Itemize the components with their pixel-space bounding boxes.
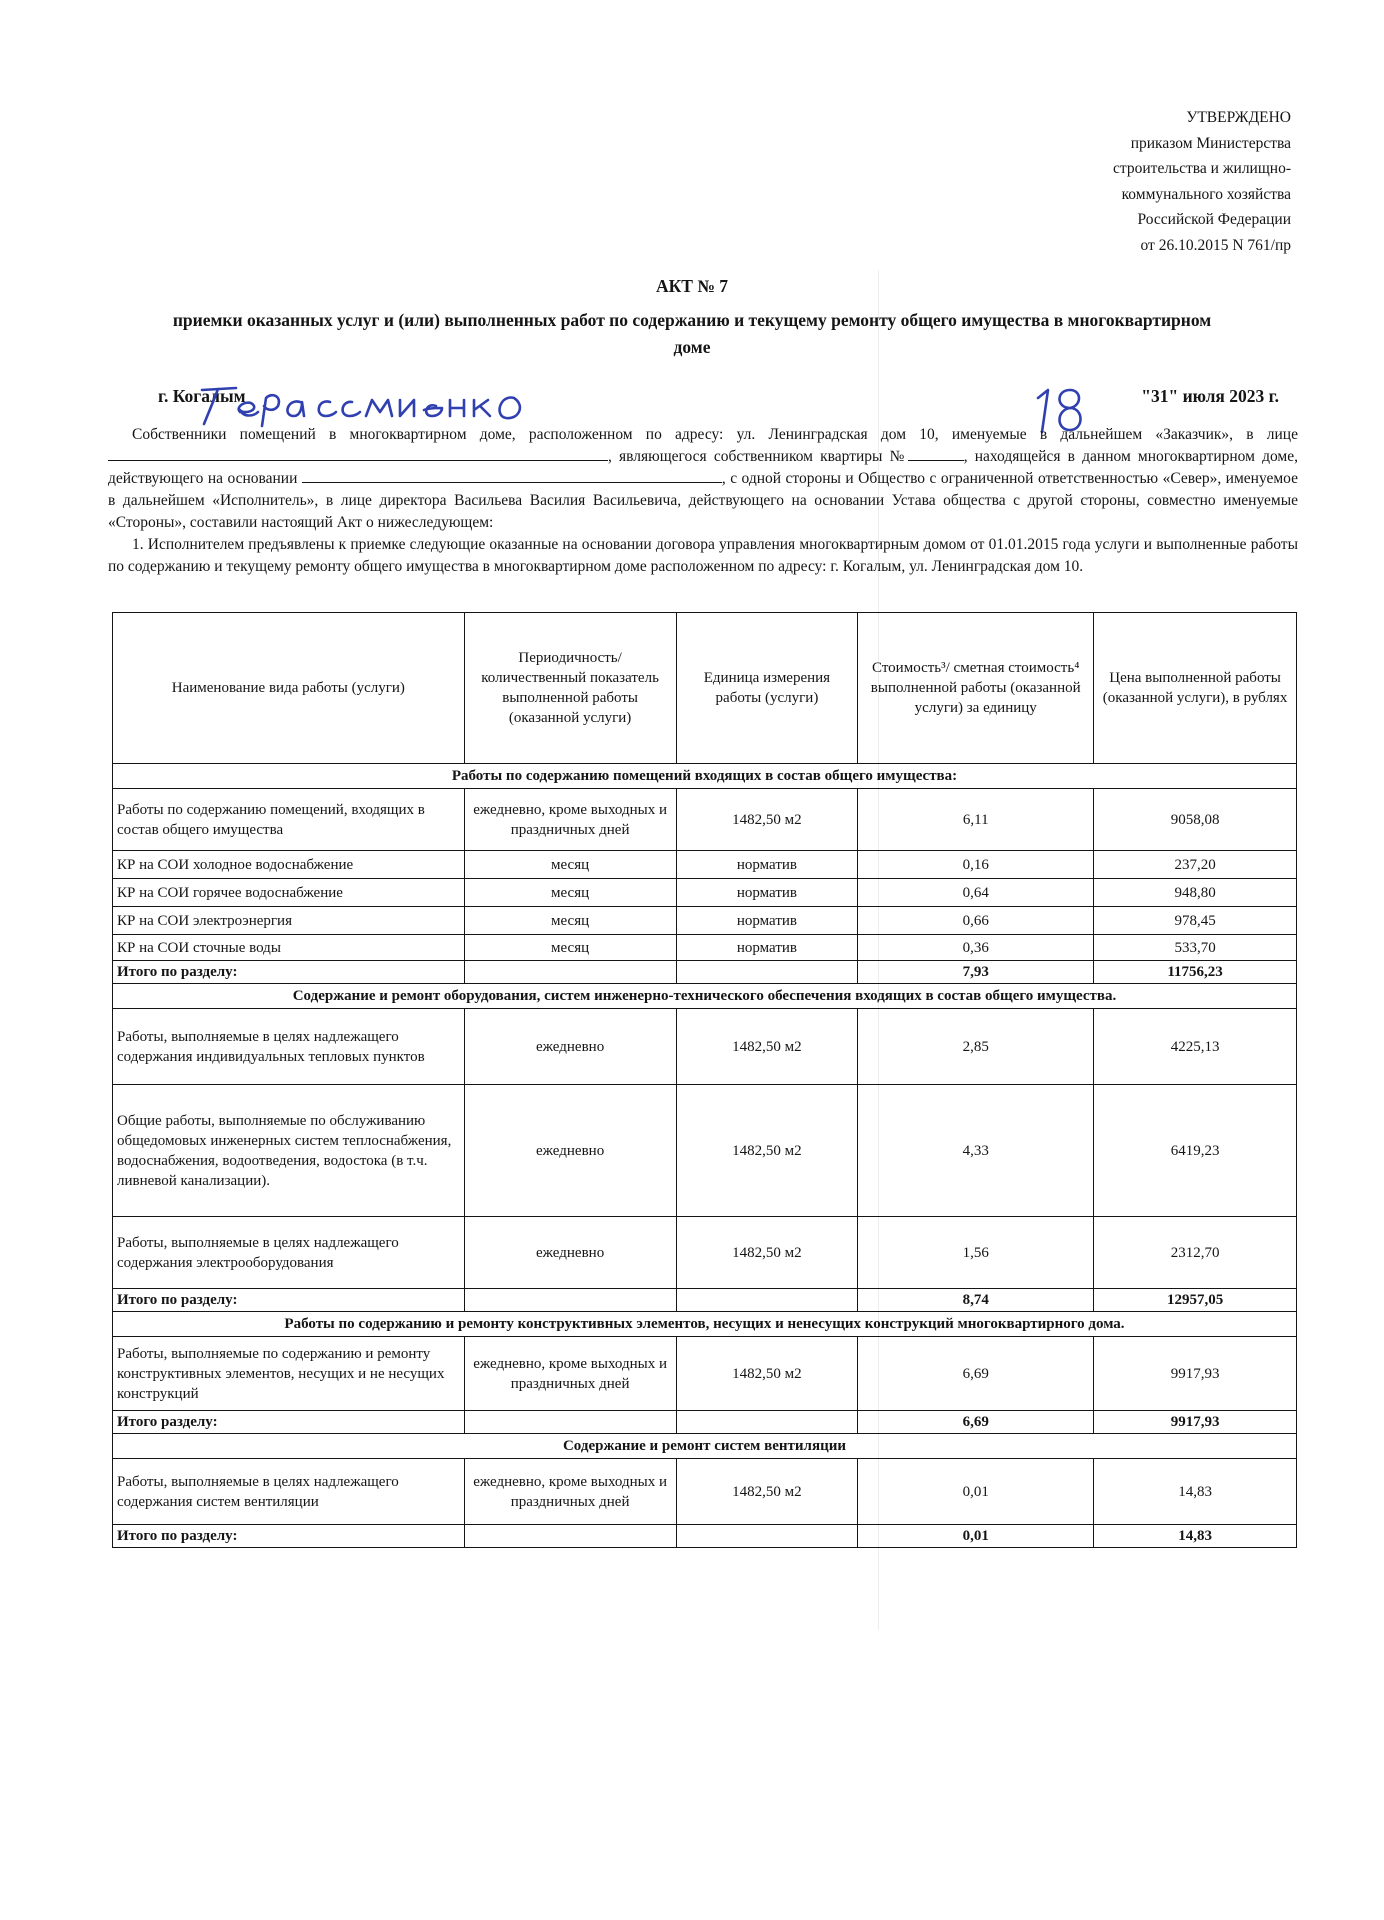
total-cost: 0,01 — [858, 1525, 1094, 1548]
unit: 1482,50 м2 — [676, 1085, 858, 1217]
total-price: 11756,23 — [1094, 961, 1297, 984]
total-label: Итого по разделу: — [113, 1289, 465, 1312]
unit-cost: 0,64 — [858, 879, 1094, 907]
table-row — [113, 1009, 1297, 1085]
table-row — [113, 907, 1297, 935]
section-total-row — [113, 1289, 1297, 1312]
periodicity: ежедневно — [464, 1085, 676, 1217]
blank-field — [908, 446, 964, 461]
unit: норматив — [676, 907, 858, 935]
section-header-row — [113, 1434, 1297, 1459]
approval-line: приказом Министерства — [1130, 134, 1291, 152]
total-price: 14,83 — [1094, 1525, 1297, 1548]
empty-cell — [676, 1289, 858, 1312]
work-name: Работы, выполняемые по содержанию и ремонту конструктивных элементов, несущих и не несущих конструкций — [113, 1337, 465, 1411]
section-header-row — [113, 1312, 1297, 1337]
price: 948,80 — [1094, 879, 1297, 907]
approval-line: строительства и жилищно- — [1113, 160, 1291, 177]
table-row — [113, 1459, 1297, 1525]
periodicity: месяц — [464, 907, 676, 935]
section-total-row — [113, 1411, 1297, 1434]
parties-text-b: , являющегося собственником квартиры № — [608, 448, 908, 465]
unit-cost: 6,11 — [858, 789, 1094, 851]
section-header-row — [113, 984, 1297, 1009]
blank-field — [108, 446, 608, 461]
unit: 1482,50 м2 — [676, 1009, 858, 1085]
act-subtitle: приемки оказанных услуг и (или) выполненных работ по содержанию и текущему ремонту общего имущества в многоквартирном доме — [172, 310, 1212, 357]
city: г. Когалым — [158, 386, 246, 406]
price: 237,20 — [1094, 851, 1297, 879]
work-name: Работы, выполняемые в целях надлежащего содержания систем вентиляции — [113, 1459, 465, 1525]
unit: норматив — [676, 935, 858, 961]
header-work-name: Наименование вида работы (услуги) — [113, 613, 465, 764]
header-price: Цена выполненной работы (оказанной услуги), в рублях — [1094, 613, 1297, 764]
periodicity: месяц — [464, 879, 676, 907]
price: 9917,93 — [1094, 1337, 1297, 1411]
section-title: Содержание и ремонт оборудования, систем инженерно-технического обеспечения входящих в состав общего имущества. — [113, 984, 1297, 1009]
unit-cost: 1,56 — [858, 1217, 1094, 1289]
price: 14,83 — [1094, 1459, 1297, 1525]
section-title: Работы по содержанию помещений входящих в состав общего имущества: — [113, 764, 1297, 789]
approval-stamp-text — [1113, 105, 1291, 258]
section-title: Работы по содержанию и ремонту конструктивных элементов, несущих и ненесущих конструкций многоквартирного дома. — [113, 1312, 1297, 1337]
table-header-row — [113, 613, 1297, 764]
work-name: Работы, выполняемые в целях надлежащего содержания индивидуальных тепловых пунктов — [113, 1009, 465, 1085]
section-title: Содержание и ремонт систем вентиляции — [113, 1434, 1297, 1459]
unit-cost: 6,69 — [858, 1337, 1094, 1411]
approval-line: от 26.10.2015 N 761/пр — [1140, 236, 1291, 254]
work-name: Работы, выполняемые в целях надлежащего содержания электрооборудования — [113, 1217, 465, 1289]
unit: норматив — [676, 879, 858, 907]
price: 9058,08 — [1094, 789, 1297, 851]
periodicity: месяц — [464, 851, 676, 879]
work-name: КР на СОИ холодное водоснабжение — [113, 851, 465, 879]
approval-line: УТВЕРЖДЕНО — [1186, 109, 1291, 126]
empty-cell — [676, 1411, 858, 1434]
unit: норматив — [676, 851, 858, 879]
unit: 1482,50 м2 — [676, 789, 858, 851]
periodicity: ежедневно, кроме выходных и праздничных дней — [464, 1337, 676, 1411]
periodicity: месяц — [464, 935, 676, 961]
work-name: КР на СОИ горячее водоснабжение — [113, 879, 465, 907]
empty-cell — [464, 961, 676, 984]
table-row — [113, 879, 1297, 907]
approval-line: коммунального хозяйства — [1121, 185, 1291, 203]
unit: 1482,50 м2 — [676, 1459, 858, 1525]
empty-cell — [676, 961, 858, 984]
empty-cell — [464, 1411, 676, 1434]
price: 2312,70 — [1094, 1217, 1297, 1289]
header-unit-cost: Стоимость³/ сметная стоимость⁴ выполненной работы (оказанной услуги) за единицу — [858, 613, 1094, 764]
unit-cost: 4,33 — [858, 1085, 1094, 1217]
periodicity: ежедневно — [464, 1217, 676, 1289]
table-row — [113, 1217, 1297, 1289]
unit-cost: 2,85 — [858, 1009, 1094, 1085]
price: 6419,23 — [1094, 1085, 1297, 1217]
section-total-row — [113, 1525, 1297, 1548]
work-name: Общие работы, выполняемые по обслуживанию общедомовых инженерных систем теплоснабжения, водоснабжения, водоотведения, водостока (в т.ч. ливневой канализации). — [113, 1085, 465, 1217]
price: 533,70 — [1094, 935, 1297, 961]
table-row — [113, 935, 1297, 961]
section-total-row — [113, 961, 1297, 984]
table-row — [113, 851, 1297, 879]
work-name: КР на СОИ электроэнергия — [113, 907, 465, 935]
total-cost: 6,69 — [858, 1411, 1094, 1434]
works-table — [112, 612, 1297, 1548]
header-periodicity: Периодичность/ количественный показатель выполненной работы (оказанной услуги) — [464, 613, 676, 764]
unit-cost: 0,66 — [858, 907, 1094, 935]
empty-cell — [464, 1289, 676, 1312]
total-price: 12957,05 — [1094, 1289, 1297, 1312]
act-preamble — [108, 424, 1298, 578]
unit-cost: 0,16 — [858, 851, 1094, 879]
empty-cell — [676, 1525, 858, 1548]
periodicity: ежедневно — [464, 1009, 676, 1085]
parties-paragraph — [108, 424, 1298, 534]
services-paragraph: 1. Исполнителем предъявлены к приемке следующие оказанные на основании договора управления многоквартирным домом от 01.01.2015 года услуги и выполненные работы по содержанию и текущему ремонту общего имущества в многоквартирном доме расположенном по адресу: г. Когалым, ул. Ленинградская дом 10. — [108, 536, 1298, 575]
price: 978,45 — [1094, 907, 1297, 935]
total-price: 9917,93 — [1094, 1411, 1297, 1434]
parties-text-a: Собственники помещений в многоквартирном доме, расположенном по адресу: ул. Ленинградская дом 10, именуемые в дальнейшем «Заказчик», в лице — [132, 426, 1298, 443]
unit-cost: 0,36 — [858, 935, 1094, 961]
unit: 1482,50 м2 — [676, 1337, 858, 1411]
approval-line: Российской Федерации — [1137, 211, 1291, 228]
periodicity: ежедневно, кроме выходных и праздничных дней — [464, 789, 676, 851]
total-cost: 7,93 — [858, 961, 1094, 984]
unit-cost: 0,01 — [858, 1459, 1094, 1525]
work-name: КР на СОИ сточные воды — [113, 935, 465, 961]
total-label: Итого по разделу: — [113, 1525, 465, 1548]
total-label: Итого разделу: — [113, 1411, 465, 1434]
periodicity: ежедневно, кроме выходных и праздничных дней — [464, 1459, 676, 1525]
total-label: Итого по разделу: — [113, 961, 465, 984]
table-row — [113, 789, 1297, 851]
unit: 1482,50 м2 — [676, 1217, 858, 1289]
parties-text-c: , находящейся в данном многоквартирном доме, действующего на основании — [108, 448, 1298, 487]
section-header-row — [113, 764, 1297, 789]
act-date: "31" июля 2023 г. — [1141, 386, 1279, 406]
total-cost: 8,74 — [858, 1289, 1094, 1312]
table-row — [113, 1337, 1297, 1411]
table-row — [113, 1085, 1297, 1217]
act-title: АКТ № 7 — [655, 276, 729, 296]
price: 4225,13 — [1094, 1009, 1297, 1085]
parties-text-d: , с одной стороны и Общество с ограниченной ответственностью «Север», именуемое в дальнейшем «Исполнитель», в лице директора Васильева Василия Васильевича, действующего на основании Устава общества с другой стороны, совместно именуемые «Стороны», составили настоящий Акт о нижеследующем: — [108, 470, 1299, 531]
header-unit: Единица измерения работы (услуги) — [676, 613, 858, 764]
empty-cell — [464, 1525, 676, 1548]
work-name: Работы по содержанию помещений, входящих в состав общего имущества — [113, 789, 465, 851]
blank-field — [302, 468, 722, 483]
